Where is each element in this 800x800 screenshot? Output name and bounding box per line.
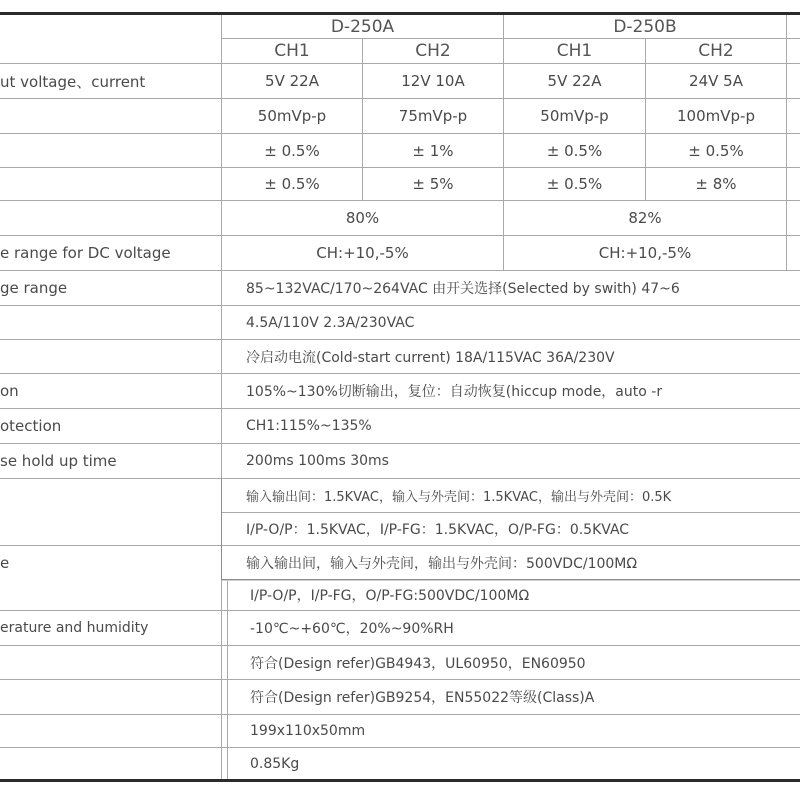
table-cell: 50mVp-p	[540, 107, 609, 125]
channel-header: CH2	[698, 41, 734, 61]
table-cell: 85~132VAC/170~264VAC 由开关选择(Selected by swith) 47~6	[246, 281, 680, 297]
table-cell: 12V 10A	[401, 72, 465, 90]
divider	[786, 15, 787, 270]
table-cell: 80%	[345, 209, 380, 227]
model-header-d250a: D-250A	[330, 16, 395, 37]
channel-header: CH1	[556, 41, 593, 61]
table-cell: I/P-O/P，I/P-FG，O/P-FG:500VDC/100MΩ	[250, 588, 530, 604]
table-cell: ± 8%	[695, 175, 737, 193]
table-cell: ± 0.5%	[264, 141, 320, 160]
table-cell: 24V 5A	[689, 72, 743, 90]
table-cell: 5V 22A	[265, 72, 319, 90]
table-cell: ± 0.5%	[546, 175, 603, 193]
table-bottom-rule	[0, 779, 800, 782]
table-cell: ± 1%	[412, 141, 454, 160]
table-cell: 4.5A/110V 2.3A/230VAC	[246, 314, 415, 331]
row-label: ge range	[0, 279, 68, 297]
table-cell: 冷启动电流(Cold-start current) 18A/115VAC 36A/230V	[246, 349, 615, 366]
table-cell: 输入输出间：1.5KVAC，输入与外壳间：1.5KVAC，输出与外壳间：0.5K	[246, 490, 672, 505]
table-cell: CH:+10,-5%	[316, 244, 409, 262]
row-label: otection	[0, 417, 62, 435]
table-cell: 105%~130%切断输出，复位：自动恢复(hiccup mode，auto -r	[246, 384, 663, 400]
table-cell: ± 0.5%	[264, 175, 320, 193]
row-label: on	[0, 382, 19, 400]
table-cell: 199x110x50mm	[250, 723, 366, 739]
table-cell: 82%	[628, 209, 662, 227]
row-label: ut voltage、current	[0, 72, 146, 91]
row-label: e	[0, 553, 10, 572]
row-label: erature and humidity	[0, 620, 149, 636]
table-cell: 输入输出间，输入与外壳间，输出与外壳间：500VDC/100MΩ	[246, 555, 638, 572]
table-cell: I/P-O/P：1.5KVAC，I/P-FG：1.5KVAC，O/P-FG：0.5KVAC	[246, 522, 630, 538]
table-cell: 5V 22A	[547, 72, 602, 90]
table-cell: 100mVp-p	[677, 107, 755, 125]
table-cell: CH:+10,-5%	[598, 244, 692, 262]
table-cell: 200ms 100ms 30ms	[246, 453, 389, 469]
table-cell: ± 5%	[412, 175, 454, 193]
channel-header: CH1	[274, 41, 310, 61]
table-cell: -10℃~+60℃，20%~90%RH	[250, 621, 454, 637]
table-cell: ± 0.5%	[546, 141, 603, 160]
row-label: e range for DC voltage	[0, 244, 171, 262]
table-cell: 0.85Kg	[250, 755, 300, 772]
row-label: se hold up time	[0, 452, 117, 470]
table-cell: 符合(Design refer)GB9254，EN55022等级(Class)A	[250, 690, 595, 706]
table-cell: 50mVp-p	[257, 107, 327, 125]
table-cell: 75mVp-p	[398, 107, 468, 125]
table-cell: 符合(Design refer)GB4943，UL60950，EN60950	[250, 655, 586, 672]
channel-header: CH2	[415, 41, 451, 61]
model-header-d250b: D-250B	[613, 16, 677, 37]
table-cell: ± 0.5%	[688, 141, 744, 160]
table-cell: CH1:115%~135%	[246, 418, 372, 434]
